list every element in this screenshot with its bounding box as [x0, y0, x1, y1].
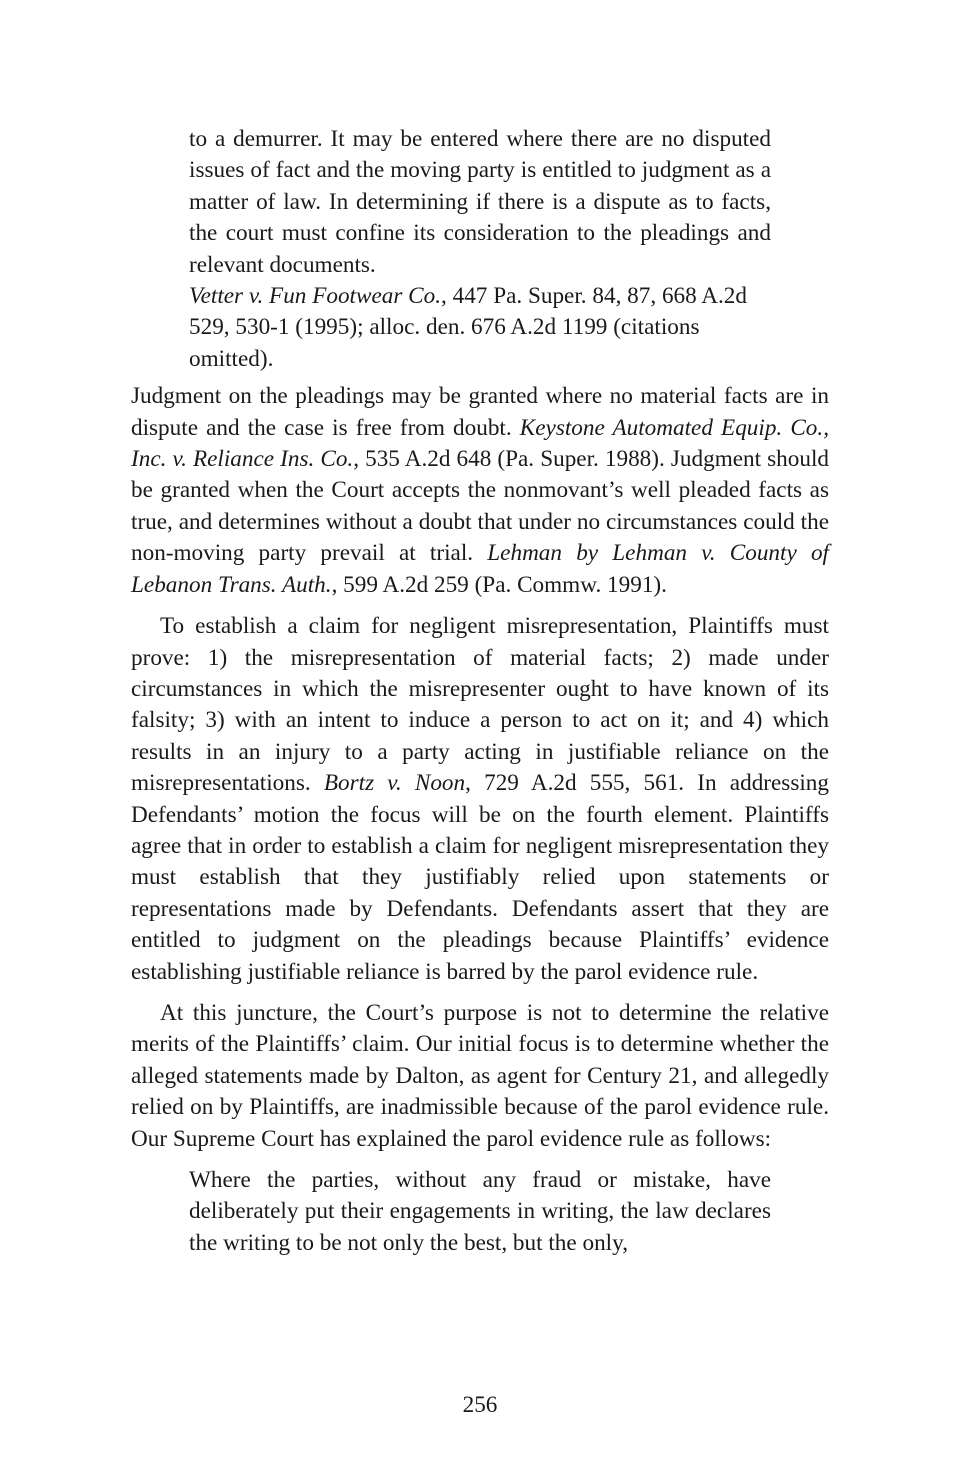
- quote-text: to a demurrer. It may be entered where there are no disputed issues of fact and the moving party is entitled to judgment as a matter of law. In determining if there is a dispute as to facts, the court must confine its consideration to the pleadings and relevant documents.: [189, 126, 771, 278]
- paragraph-judgment-standard: [131, 381, 829, 601]
- document-body: [131, 124, 829, 1259]
- page-number: 256: [462, 1392, 498, 1418]
- block-quote-continuation: [131, 124, 829, 281]
- case-name: Vetter v. Fun Footwear Co.: [189, 283, 442, 310]
- paragraph-text: To establish a claim for negligent misrepresentation, Plaintiffs must prove: 1) the misrepresentation of material facts; 2) made under circumstances in which the misrepresenter ought to have known of its falsity; 3) with an intent to induce a person to act on it; and 4) which results in an injury to a party acting in justifiable reliance on the misrepresentations.: [131, 613, 829, 797]
- paragraph-text: , 535 A.2d 648 (Pa. Super. 1988). Judgment should be granted when the Court accepts the nonmovant’s well pleaded facts as true, and determines without a doubt that under no circumstances could the non-moving party prevail at trial.: [131, 446, 829, 567]
- paragraph-text: , 599 A.2d 259 (Pa. Commw. 1991).: [331, 571, 667, 598]
- paragraph-parol-evidence: [131, 998, 829, 1155]
- paragraph-text: Judgment on the pleadings may be granted where no material facts are in dispute and the case is free from doubt.: [131, 383, 829, 441]
- citation-details: , 447 Pa. Super. 84, 87, 668 A.2d 529, 530-1 (1995); alloc. den. 676 A.2d 1199 (citations omitted).: [189, 283, 747, 372]
- case-name: Bortz v. Noon: [323, 770, 466, 797]
- case-name: Lehman by Lehman v. County of Lebanon Trans. Auth.: [131, 540, 830, 598]
- quote-text: Where the parties, without any fraud or mistake, have deliberately put their engagements in writing, the law declares the writing to be not only the best, but the only,: [189, 1167, 771, 1256]
- block-quote-parol-rule: [131, 1165, 829, 1259]
- case-name: Keystone Automated Equip. Co., Inc. v. Reliance Ins. Co.: [131, 414, 829, 473]
- block-quote-citation: [131, 281, 829, 375]
- paragraph-text: , 729 A.2d 555, 561. In addressing Defendants’ motion the focus will be on the fourth element. Plaintiffs agree that in order to establish a claim for negligent misrepresentation they must establish that they justifiably relied upon statements or representations made by Defendants. Defendants assert that they are entitled to judgment on the pleadings because Plaintiffs’ evidence establishing justifiable reliance is barred by the parol evidence rule.: [131, 770, 829, 985]
- paragraph-text: At this juncture, the Court’s purpose is not to determine the relative merits of the Plaintiffs’ claim. Our initial focus is to determine whether the alleged statements made by Dalton, as agent for Century 21, and allegedly relied on by Plaintiffs, are inadmissible because of the parol evidence rule. Our Supreme Court has explained the parol evidence rule as follows:: [131, 999, 829, 1152]
- paragraph-negligent-misrepresentation: [131, 611, 829, 988]
